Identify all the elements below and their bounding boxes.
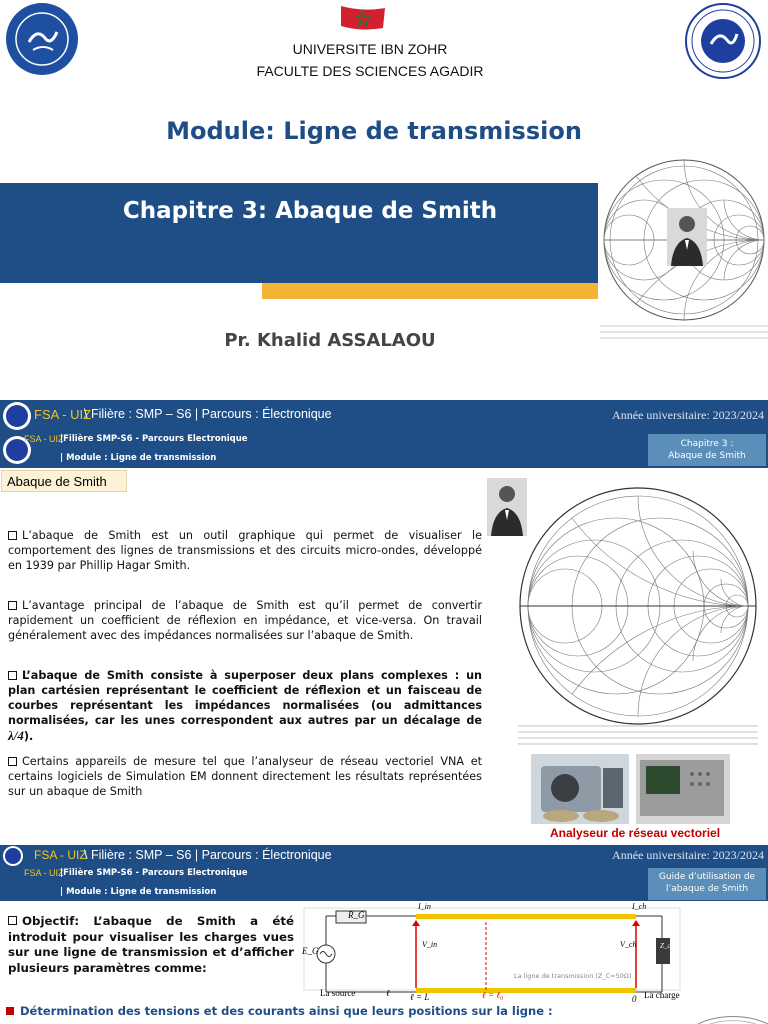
eg-label: E_G	[302, 946, 319, 956]
charge-label: La charge	[644, 990, 680, 1000]
title-slide	[0, 0, 768, 395]
paragraph-3: L’abaque de Smith consiste à superposer deux plans complexes : un plan cartésien représentant le coefficient de réflexion et un faisceau de courbes représentant les impédances normalisées (ou admittances normalisées, car les unes correspondent aux autres par un décalage de λ/4).	[8, 669, 482, 743]
university-logo-right	[684, 2, 762, 80]
objectif-text: Objectif: L’abaque de Smith a été introduit pour visualiser les charges vues sur une ligne de transmission et d’afficher plusieurs paramètres comme:	[8, 914, 294, 975]
smith-chart-image	[698, 1010, 768, 1024]
fsa-label: FSA - UIZ	[34, 407, 92, 422]
l-eq-l0-label: ℓ = ℓ₀	[482, 990, 504, 1000]
vch-label: V_ch	[620, 940, 637, 949]
morocco-flag-icon	[337, 4, 387, 34]
smith-chart-image	[508, 478, 768, 748]
professor-name: Pr. Khalid ASSALAOU	[224, 330, 436, 351]
filiere-text: \ Filière : SMP – S6 | Parcours : Électronique	[84, 848, 332, 862]
slide2-header-bar	[0, 400, 768, 432]
slide3-subheader	[0, 867, 768, 901]
ich-label: I_ch	[632, 902, 647, 911]
paragraph-2-text: L’avantage principal de l’abaque de Smith est qu’il permet de convertir rapidement un coefficient de réflexion en impédance, et vice-versa. On travail généralement avec des impédances normalisées sur l’abaque de Smith.	[8, 599, 482, 642]
filiere-text: \ Filière : SMP – S6 | Parcours : Électronique	[84, 407, 332, 421]
slide3-header-bar	[0, 845, 768, 867]
paragraph-3-text: L’abaque de Smith consiste à superposer deux plans complexes : un plan cartésien représentant le coefficient de réflexion et un faisceau de courbes représentant les impédances normalisées (ou admittances normalisées, car les unes correspondent aux autres par un décalage de	[8, 669, 482, 727]
fsa-label: FSA - UIZ	[34, 848, 87, 862]
faculty-name: FACULTE DES SCIENCES AGADIR	[256, 63, 484, 79]
university-name: UNIVERSITE IBN ZOHR	[292, 41, 448, 57]
academic-year: Année universitaire: 2023/2024	[612, 848, 764, 862]
paragraph-4	[8, 754, 482, 799]
guide-box: Guide d’utilisation de l’abaque de Smith	[648, 868, 766, 900]
bullet-line	[6, 1004, 566, 1018]
objectif-paragraph	[8, 914, 294, 976]
university-logo-small	[2, 845, 24, 867]
slide2-subheader	[0, 432, 768, 468]
checkbox-bullet-icon	[8, 757, 17, 766]
university-logo-small	[2, 401, 32, 431]
paragraph-2	[8, 598, 482, 643]
checkbox-bullet-icon	[8, 601, 17, 610]
chapter-box: Chapitre 3 : Abaque de Smith	[648, 434, 766, 466]
l-arrow-label: ℓ	[386, 988, 390, 998]
zero-label: 0	[632, 994, 637, 1004]
sub-module: | Module : Ligne de transmission	[60, 887, 217, 897]
checkbox-bullet-icon	[8, 531, 17, 540]
bullet-text: Détermination des tensions et des courants ainsi que leurs positions sur la ligne :	[20, 1004, 553, 1018]
fsa-label-small: FSA - UIZ	[24, 434, 64, 444]
source-label: La source	[320, 988, 356, 998]
vna-caption: Analyseur de réseau vectoriel	[549, 826, 721, 840]
fsa-label-small: FSA - UIZ	[24, 868, 64, 878]
paragraph-4-text: Certains appareils de mesure tel que l’analyseur de réseau vectoriel VNA et certains logiciels de Simulation EM donnent directement les résultats représentées sur un abaque de Smith	[8, 755, 482, 798]
vna-photo	[636, 754, 730, 824]
portrait-photo	[667, 208, 707, 266]
line-label: La ligne de transmission (Z_C=50Ω)	[514, 972, 632, 980]
checkbox-bullet-icon	[8, 916, 17, 925]
paragraph-1	[8, 528, 482, 573]
sub-filiere: |Filière SMP-S6 - Parcours Electronique	[60, 868, 248, 878]
sub-module: | Module : Ligne de transmission	[60, 453, 217, 463]
chapter-title: Chapitre 3: Abaque de Smith	[122, 198, 498, 224]
accent-bar	[262, 283, 598, 299]
zch-label: Z_ch	[660, 942, 674, 950]
l-eq-L-label: ℓ = L	[410, 992, 430, 1002]
checkbox-bullet-icon	[8, 671, 17, 680]
square-bullet-icon	[6, 1007, 14, 1015]
academic-year: Année universitaire: 2023/2024	[612, 408, 764, 422]
vin-label: V_in	[422, 940, 438, 949]
paragraph-1-text: L’abaque de Smith est un outil graphique qui permet de visualiser le comportement des lignes de transmissions et des circuits micro-ondes, développé en 1939 par Phillip Hagar Smith.	[8, 529, 482, 572]
lambda-quarter: λ/4	[8, 728, 24, 743]
vna-photo	[531, 754, 629, 824]
iin-label: I_in	[418, 902, 431, 911]
rg-label: R_G	[348, 910, 365, 920]
section-label: Abaque de Smith	[1, 470, 127, 492]
module-title: Module: Ligne de transmission	[166, 117, 582, 145]
university-logo-left	[5, 2, 79, 76]
sub-filiere: |Filière SMP-S6 - Parcours Electronique	[60, 434, 248, 444]
